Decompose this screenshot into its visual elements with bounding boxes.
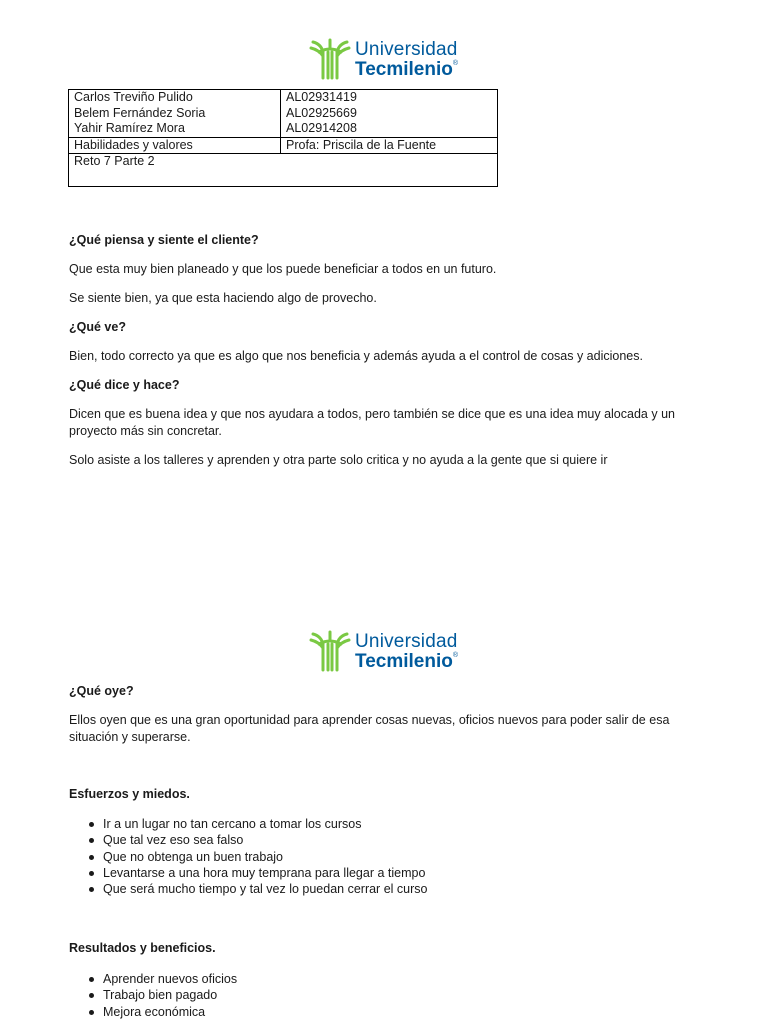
list-item: Que será mucho tiempo y tal vez lo puedan cerrar el curso: [83, 881, 427, 897]
answer-paragraph: Ellos oyen que es una gran oportunidad para aprender cosas nuevas, oficios nuevos para poder salir de esa situación y superarse.: [69, 713, 670, 744]
tecmilenio-emblem-icon: [309, 38, 351, 80]
students-cell: [69, 90, 281, 138]
list-item: Que no obtenga un buen trabajo: [83, 849, 427, 865]
student-info-table: [68, 89, 498, 187]
resultados-list: [83, 971, 237, 1020]
assignment-cell: Reto 7 Parte 2: [69, 154, 498, 187]
student-id: AL02925669: [286, 105, 357, 120]
answer-paragraph: Que esta muy bien planeado y que los puede beneficiar a todos en un futuro.: [69, 262, 497, 276]
list-item: Ir a un lugar no tan cercano a tomar los cursos: [83, 816, 427, 832]
list-item: Que tal vez eso sea falso: [83, 832, 427, 848]
university-logo: [309, 630, 458, 672]
question-heading: ¿Qué ve?: [69, 320, 126, 334]
question-heading: ¿Qué dice y hace?: [69, 378, 180, 392]
esfuerzos-list: [83, 816, 427, 897]
answer-paragraph: Dicen que es buena idea y que nos ayudara a todos, pero también se dice que es una idea muy alocada y un proyecto más sin concretar.: [69, 407, 675, 438]
student-id: AL02931419: [286, 90, 357, 104]
list-item: Aprender nuevos oficios: [83, 971, 237, 987]
answer-paragraph: Se siente bien, ya que esta haciendo algo de provecho.: [69, 291, 377, 305]
list-item: Mejora económica: [83, 1004, 237, 1020]
answer-paragraph: Solo asiste a los talleres y aprenden y otra parte solo critica y no ayuda a la gente que si quiere ir: [69, 453, 608, 467]
list-item: Trabajo bien pagado: [83, 987, 237, 1003]
answer-paragraph: Bien, todo correcto ya que es algo que nos beneficia y además ayuda a el control de cosas y adiciones.: [69, 349, 643, 363]
student-id: AL02914208: [286, 121, 357, 135]
logo-line-tecmilenio: Tecmilenio®: [355, 58, 459, 80]
logo-line-universidad: Universidad: [355, 38, 458, 60]
question-heading: ¿Qué oye?: [69, 684, 134, 698]
logo-line-universidad: Universidad: [355, 630, 458, 652]
tecmilenio-emblem-icon: [309, 630, 351, 672]
student-name: Belem Fernández Soria: [74, 105, 206, 120]
university-logo: [309, 38, 458, 80]
logo-line-tecmilenio: Tecmilenio®: [355, 650, 459, 672]
list-item: Levantarse a una hora muy temprana para llegar a tiempo: [83, 865, 427, 881]
section-heading-esfuerzos: Esfuerzos y miedos.: [69, 787, 190, 801]
course-cell: Habilidades y valores: [69, 137, 281, 154]
student-name: Carlos Treviño Pulido: [74, 90, 193, 104]
teacher-cell: Profa: Priscila de la Fuente: [281, 137, 498, 154]
section-heading-resultados: Resultados y beneficios.: [69, 941, 216, 955]
question-heading: ¿Qué piensa y siente el cliente?: [69, 233, 259, 247]
student-name: Yahir Ramírez Mora: [74, 121, 185, 135]
ids-cell: [281, 90, 498, 138]
